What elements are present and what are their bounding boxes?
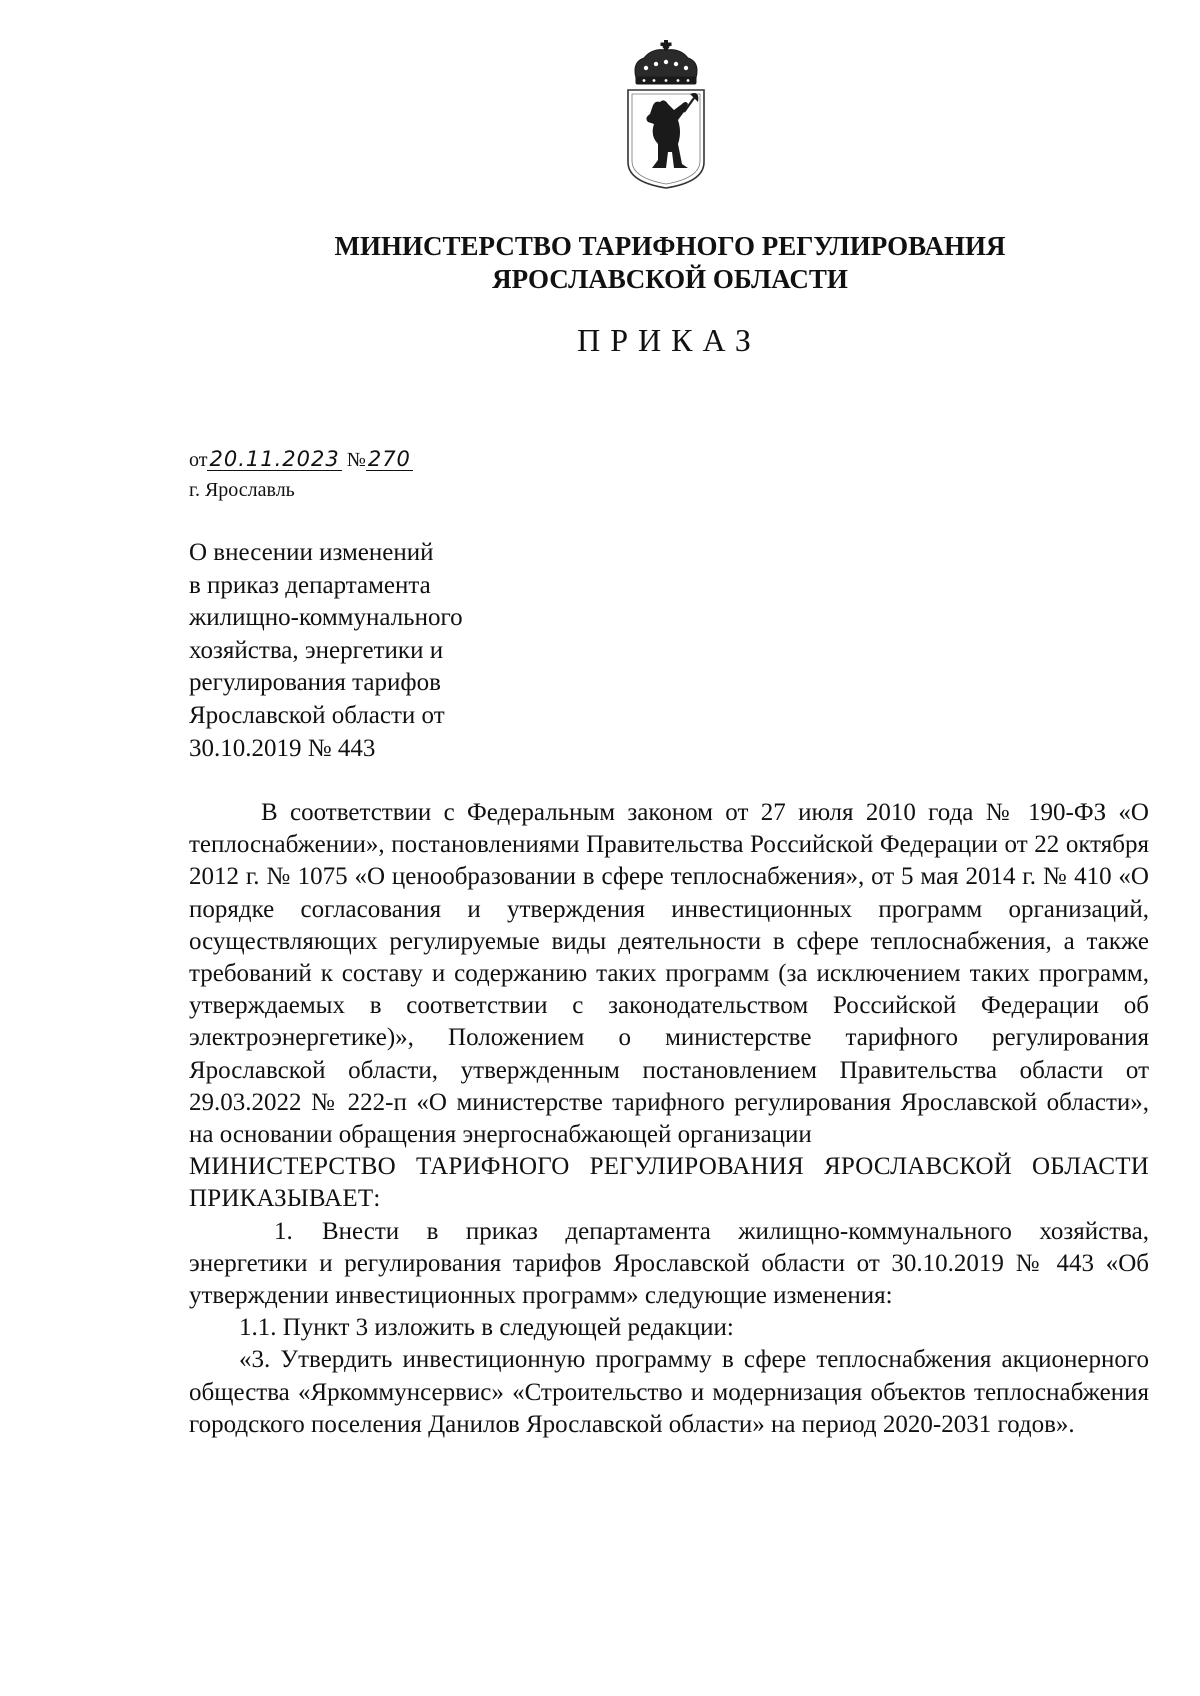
- handwritten-date: 20.11.2023: [209, 447, 340, 471]
- subject-line: 30.10.2019 № 443: [189, 734, 376, 762]
- city-name: г. Ярославль: [189, 479, 295, 501]
- subject-line: регулирования тарифов: [189, 669, 441, 697]
- document-type-title: ПРИКАЗ: [577, 322, 761, 358]
- subject-line: в приказ департамента: [189, 571, 431, 599]
- coat-of-arms-emblem: [622, 40, 710, 190]
- subject-line: О внесении изменений: [189, 539, 434, 566]
- item-1-text: Внести в приказ департамента жилищно-коммунального хозяйства, энергетики и регулирования тарифов Ярославской области от 30.10.2019 № 443 «Об утверждении инвестиционных программ» следующие изменения:: [189, 1217, 1149, 1310]
- order-body: [189, 797, 1149, 1441]
- subject-line: хозяйства, энергетики и: [189, 636, 444, 664]
- item-1-paragraph: [189, 1216, 1149, 1313]
- date-number-line: [189, 448, 413, 472]
- handwritten-number: 270: [367, 447, 411, 471]
- decree-statement: МИНИСТЕРСТВО ТАРИФНОГО РЕГУЛИРОВАНИЯ ЯРОСЛАВСКОЙ ОБЛАСТИ ПРИКАЗЫВАЕТ:: [189, 1153, 1149, 1213]
- subject-line: Ярославской области от: [189, 701, 445, 729]
- ministry-name: [0, 230, 1200, 296]
- subject-line: жилищно-коммунального: [189, 604, 463, 632]
- item-3-new-wording: «3. Утвердить инвестиционную программу в сфере теплоснабжения акционерного общества «Яркоммунсервис» «Строительство и модернизация объектов теплоснабжения городского поселения Данилов Ярославской области» на период 2020-2031 годов».: [189, 1346, 1149, 1438]
- preamble-paragraph: В соответствии с Федеральным законом от 27 июля 2010 года № 190-ФЗ «О теплоснабжении», постановлениями Правительства Российской Федерации от 22 октября 2012 г. № 1075 «О ценообразовании в сфере теплоснабжения», от 5 мая 2014 г. № 410 «О порядке согласования и утверждения инвестиционных программ организаций, осуществляющих регулируемые виды деятельности в сфере теплоснабжения, а также требований к составу и содержанию таких программ (за исключением таких программ, утверждаемых в соответствии с законодательством Российской Федерации об электроэнергетике)», Положением о министерстве тарифного регулирования Ярославской области, утвержденным постановлением Правительства области от 29.03.2022 № 222-п «О министерстве тарифного регулирования Ярославской области», на основании обращения энергоснабжающей организации: [189, 799, 1149, 1149]
- ministry-name-line2: ЯРОСЛАВСКОЙ ОБЛАСТИ: [492, 264, 848, 294]
- date-prefix: от: [189, 449, 208, 471]
- ministry-name-line1: МИНИСТЕРСТВО ТАРИФНОГО РЕГУЛИРОВАНИЯ: [334, 231, 1006, 261]
- order-subject: [189, 537, 529, 765]
- item-1-1-paragraph: 1.1. Пункт 3 изложить в следующей редакции:: [239, 1314, 734, 1342]
- item-1-number: 1.: [274, 1217, 293, 1245]
- number-prefix: №: [346, 449, 366, 471]
